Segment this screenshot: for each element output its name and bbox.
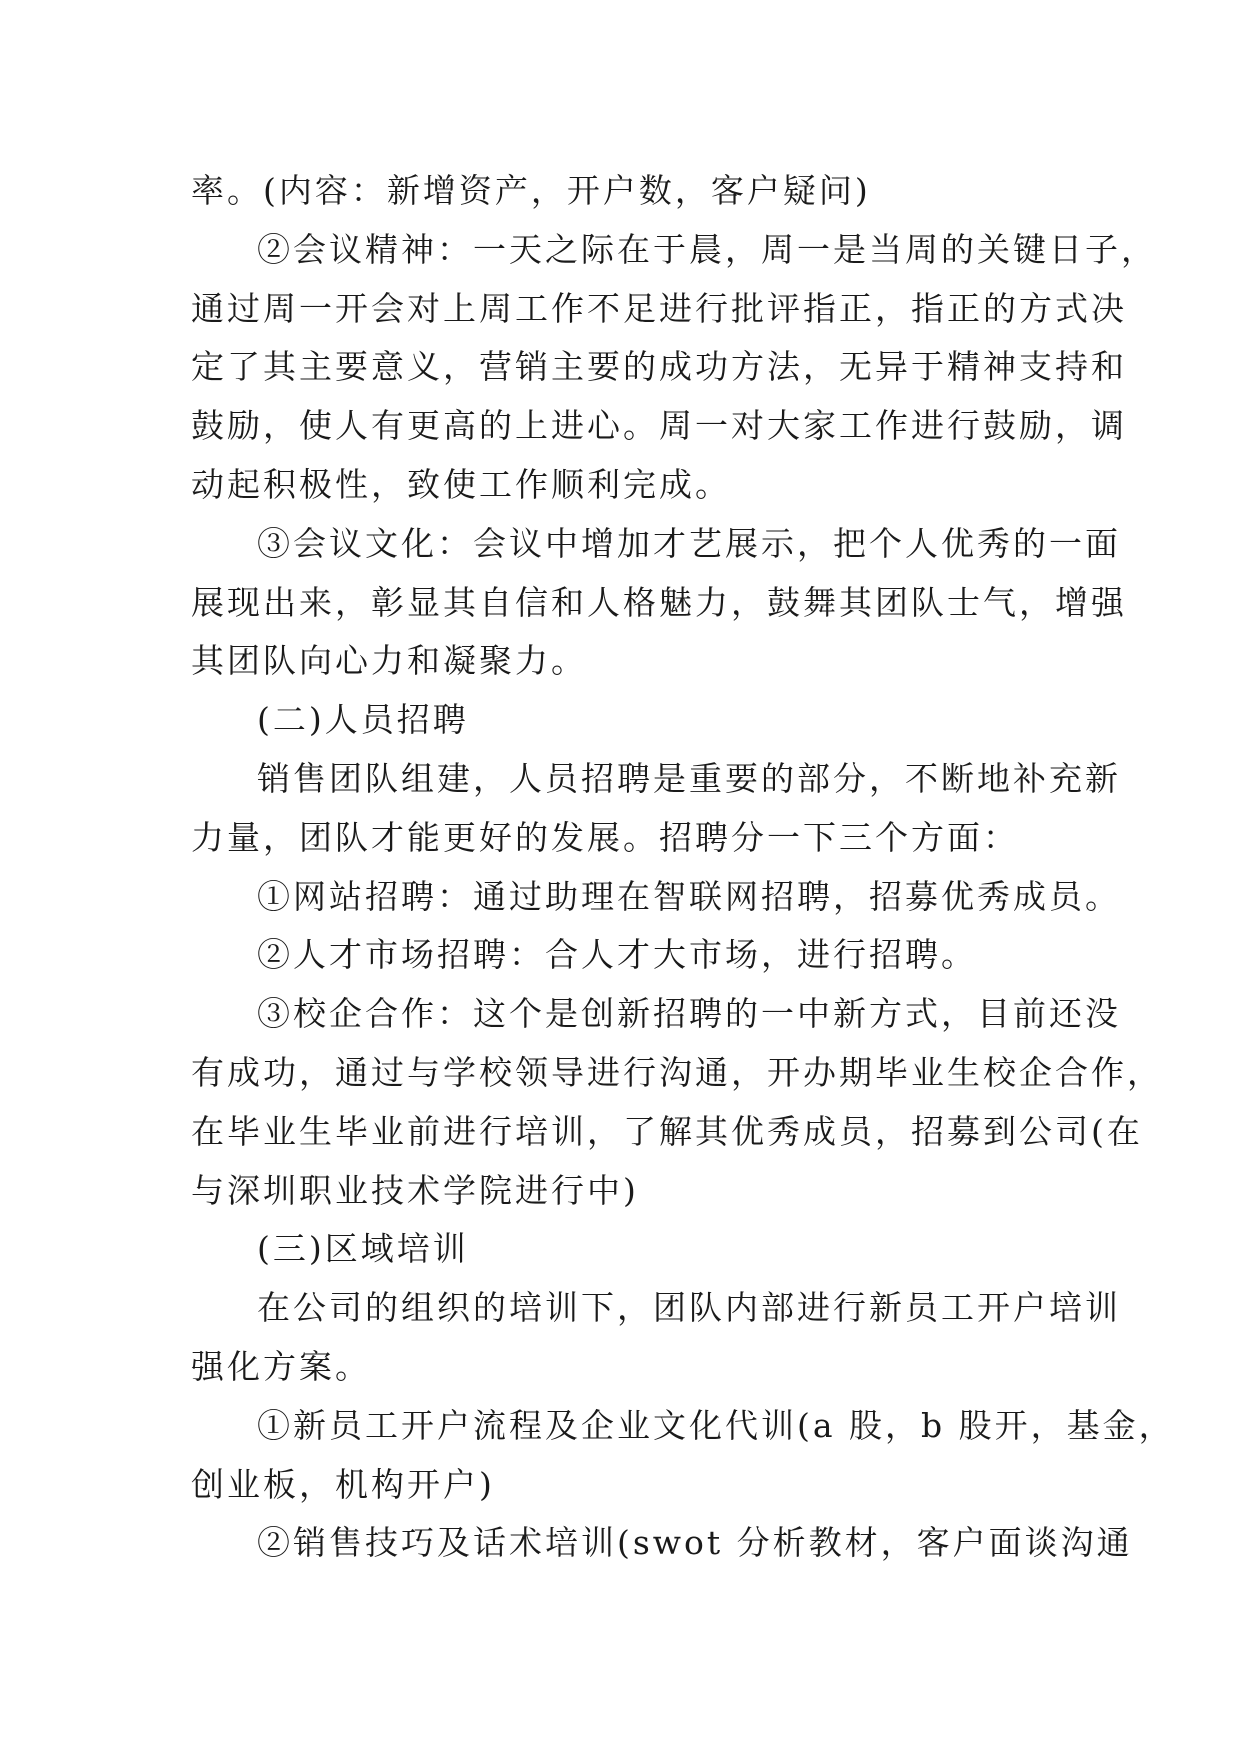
text-line: 创业板，机构开户) xyxy=(191,1464,495,1504)
text-line: ②销售技巧及话术培训(swot 分析教材，客户面谈沟通 xyxy=(257,1523,1133,1563)
text-line: 动起积极性，致使工作顺利完成。 xyxy=(191,464,731,504)
text-line: ①网站招聘：通过助理在智联网招聘，招募优秀成员。 xyxy=(257,876,1121,916)
text-line: 通过周一开会对上周工作不足进行批评指正，指正的方式决 xyxy=(191,288,1127,328)
text-line: 与深圳职业技术学院进行中) xyxy=(191,1170,639,1210)
text-line: 力量，团队才能更好的发展。招聘分一下三个方面： xyxy=(191,817,1019,857)
text-line: ③会议文化：会议中增加才艺展示，把个人优秀的一面 xyxy=(257,523,1121,563)
text-line: ②会议精神：一天之际在于晨，周一是当周的关键日子， xyxy=(257,229,1157,269)
text-line: 率。(内容：新增资产，开户数，客户疑问) xyxy=(191,171,871,210)
text-line: ③校企合作：这个是创新招聘的一中新方式，目前还没 xyxy=(257,994,1121,1034)
text-line: (三)区域培训 xyxy=(257,1229,469,1269)
text-line: (二)人员招聘 xyxy=(257,700,469,740)
text-line: ①新员工开户流程及企业文化代训(a 股，b 股开，基金， xyxy=(257,1405,1175,1445)
text-line: 强化方案。 xyxy=(191,1346,371,1386)
text-line: 在毕业生毕业前进行培训，了解其优秀成员，招募到公司(在 xyxy=(191,1111,1143,1151)
document-body xyxy=(191,162,1175,1573)
text-line: 展现出来，彰显其自信和人格魅力，鼓舞其团队士气，增强 xyxy=(191,582,1127,622)
text-line: 定了其主要意义，营销主要的成功方法，无异于精神支持和 xyxy=(191,347,1127,387)
text-line: 有成功，通过与学校领导进行沟通，开办期毕业生校企合作， xyxy=(191,1052,1163,1092)
text-line: 其团队向心力和凝聚力。 xyxy=(191,641,587,681)
text-line: 鼓励，使人有更高的上进心。周一对大家工作进行鼓励，调 xyxy=(191,406,1127,446)
text-line: 销售团队组建，人员招聘是重要的部分，不断地补充新 xyxy=(257,758,1121,798)
text-line: ②人才市场招聘：合人才大市场，进行招聘。 xyxy=(257,935,977,975)
text-line: 在公司的组织的培训下，团队内部进行新员工开户培训 xyxy=(257,1288,1121,1328)
